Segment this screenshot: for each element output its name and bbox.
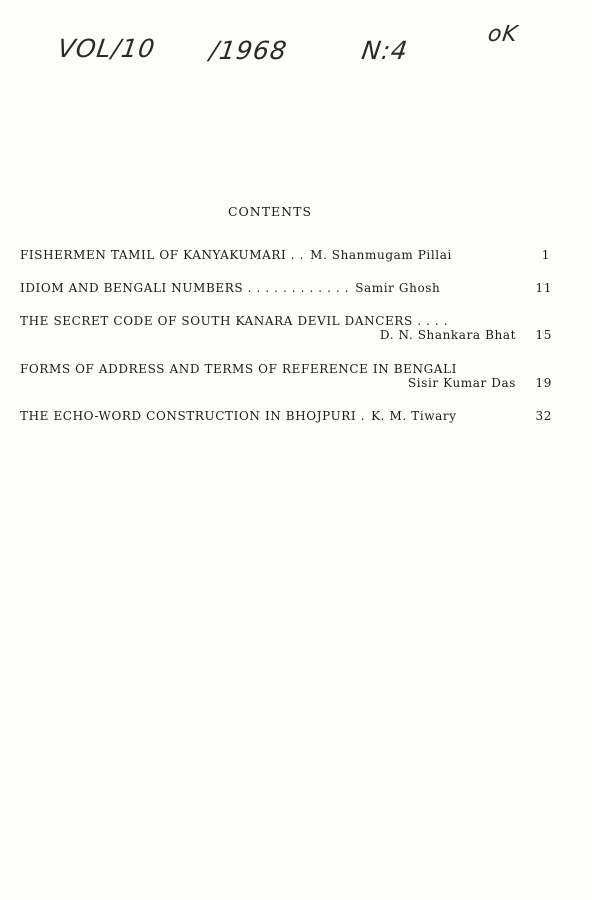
toc-entry-page-number: 15: [535, 328, 552, 342]
toc-entry-author: M. Shanmugam Pillai: [310, 248, 452, 262]
toc-entry-title-line: [20, 409, 560, 423]
toc-entry-author: Sisir Kumar Das: [407, 376, 516, 390]
toc-entry-title: THE SECRET CODE OF SOUTH KANARA DEVIL DANCERS . . . .: [20, 314, 449, 328]
toc-entry-title: THE ECHO-WORD CONSTRUCTION IN BHOJPURI .: [20, 409, 366, 423]
toc-entry-author: D. N. Shankara Bhat: [379, 328, 516, 342]
toc-entry: [20, 314, 560, 342]
toc-entry-author: Samir Ghosh: [355, 281, 441, 295]
toc-entry-page-number: 11: [535, 281, 552, 295]
toc-entry-title: FORMS OF ADDRESS AND TERMS OF REFERENCE IN BENGALI: [20, 362, 457, 376]
handwritten-ok-mark: oK: [486, 22, 520, 47]
toc-entry-page-number: 32: [535, 409, 552, 423]
contents-heading: CONTENTS: [227, 204, 313, 219]
toc-entry-title: IDIOM AND BENGALI NUMBERS . . . . . . . . . . . .: [20, 281, 350, 295]
toc-entry-title: FISHERMEN TAMIL OF KANYAKUMARI . .: [20, 248, 305, 262]
toc-entry-page-number: 1: [541, 248, 550, 262]
toc-entry-title-line: [20, 281, 560, 295]
toc-entry: [20, 362, 560, 390]
table-of-contents: [20, 248, 560, 423]
toc-entry-page-number: 19: [535, 376, 552, 390]
toc-entry: [20, 409, 560, 423]
toc-entry: [20, 281, 560, 295]
handwritten-volume-label: VOL: [55, 34, 114, 63]
toc-entry: [20, 248, 560, 262]
handwritten-issue-number: N:4: [359, 36, 411, 65]
handwritten-year: /1968: [207, 36, 290, 65]
toc-entry-author: K. M. Tiwary: [371, 409, 457, 423]
toc-entry-title-line: [20, 248, 560, 262]
handwritten-volume-number: /10: [109, 34, 158, 63]
